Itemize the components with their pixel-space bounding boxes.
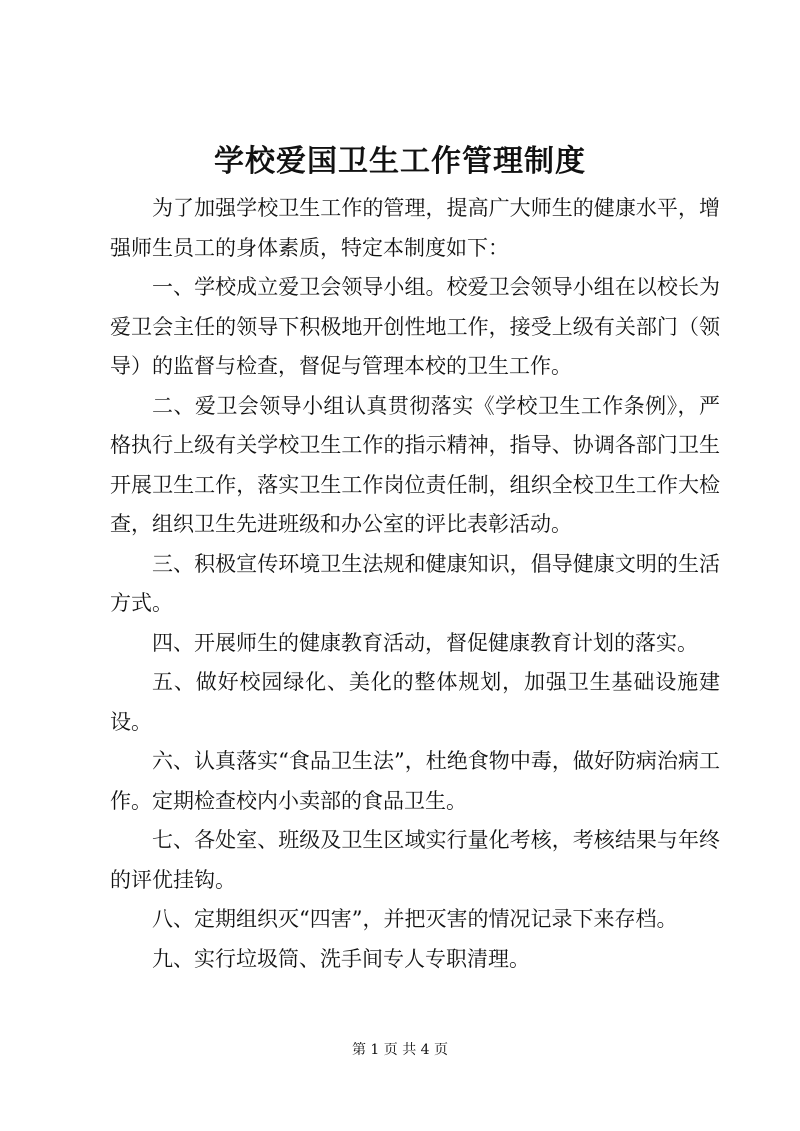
paragraph-item-3: 三、积极宣传环境卫生法规和健康知识，倡导健康文明的生活方式。	[110, 551, 720, 615]
paragraph-item-4: 四、开展师生的健康教育活动，督促健康教育计划的落实。	[152, 630, 698, 655]
page-number-footer: 第 1 页 共 4 页	[351, 1042, 449, 1058]
paragraph-item-9: 九、实行垃圾筒、洗手间专人专职清理。	[152, 946, 530, 971]
document-title: 学校爱国卫生工作管理制度	[214, 144, 586, 179]
paragraph-item-6: 六、认真落实“食品卫生法”，杜绝食物中毒，做好防病治病工作。定期检查校内小卖部的食品卫生。	[110, 749, 720, 813]
paragraph-item-2: 二、爱卫会领导小组认真贯彻落实《学校卫生工作条例》，严格执行上级有关学校卫生工作的指示精神，指导、协调各部门卫生开展卫生工作，落实卫生工作岗位责任制，组织全校卫生工作大检查，组织卫生先进班级和办公室的评比表彰活动。	[110, 393, 720, 536]
paragraph-item-8: 八、定期组织灭“四害”，并把灭害的情况记录下来存档。	[152, 907, 678, 931]
paragraph-intro: 为了加强学校卫生工作的管理，提高广大师生的健康水平，增强师生员工的身体素质，特定本制度如下：	[110, 196, 720, 260]
paragraph-item-5: 五、做好校园绿化、美化的整体规划，加强卫生基础设施建设。	[110, 670, 720, 734]
document-body	[110, 189, 720, 979]
paragraph-item-1: 一、学校成立爱卫会领导小组。校爱卫会领导小组在以校长为爱卫会主任的领导下积极地开创性地工作，接受上级有关部门（领导）的监督与检查，督促与管理本校的卫生工作。	[110, 275, 720, 378]
paragraph-item-7: 七、各处室、班级及卫生区域实行量化考核，考核结果与年终的评优挂钩。	[110, 828, 720, 892]
